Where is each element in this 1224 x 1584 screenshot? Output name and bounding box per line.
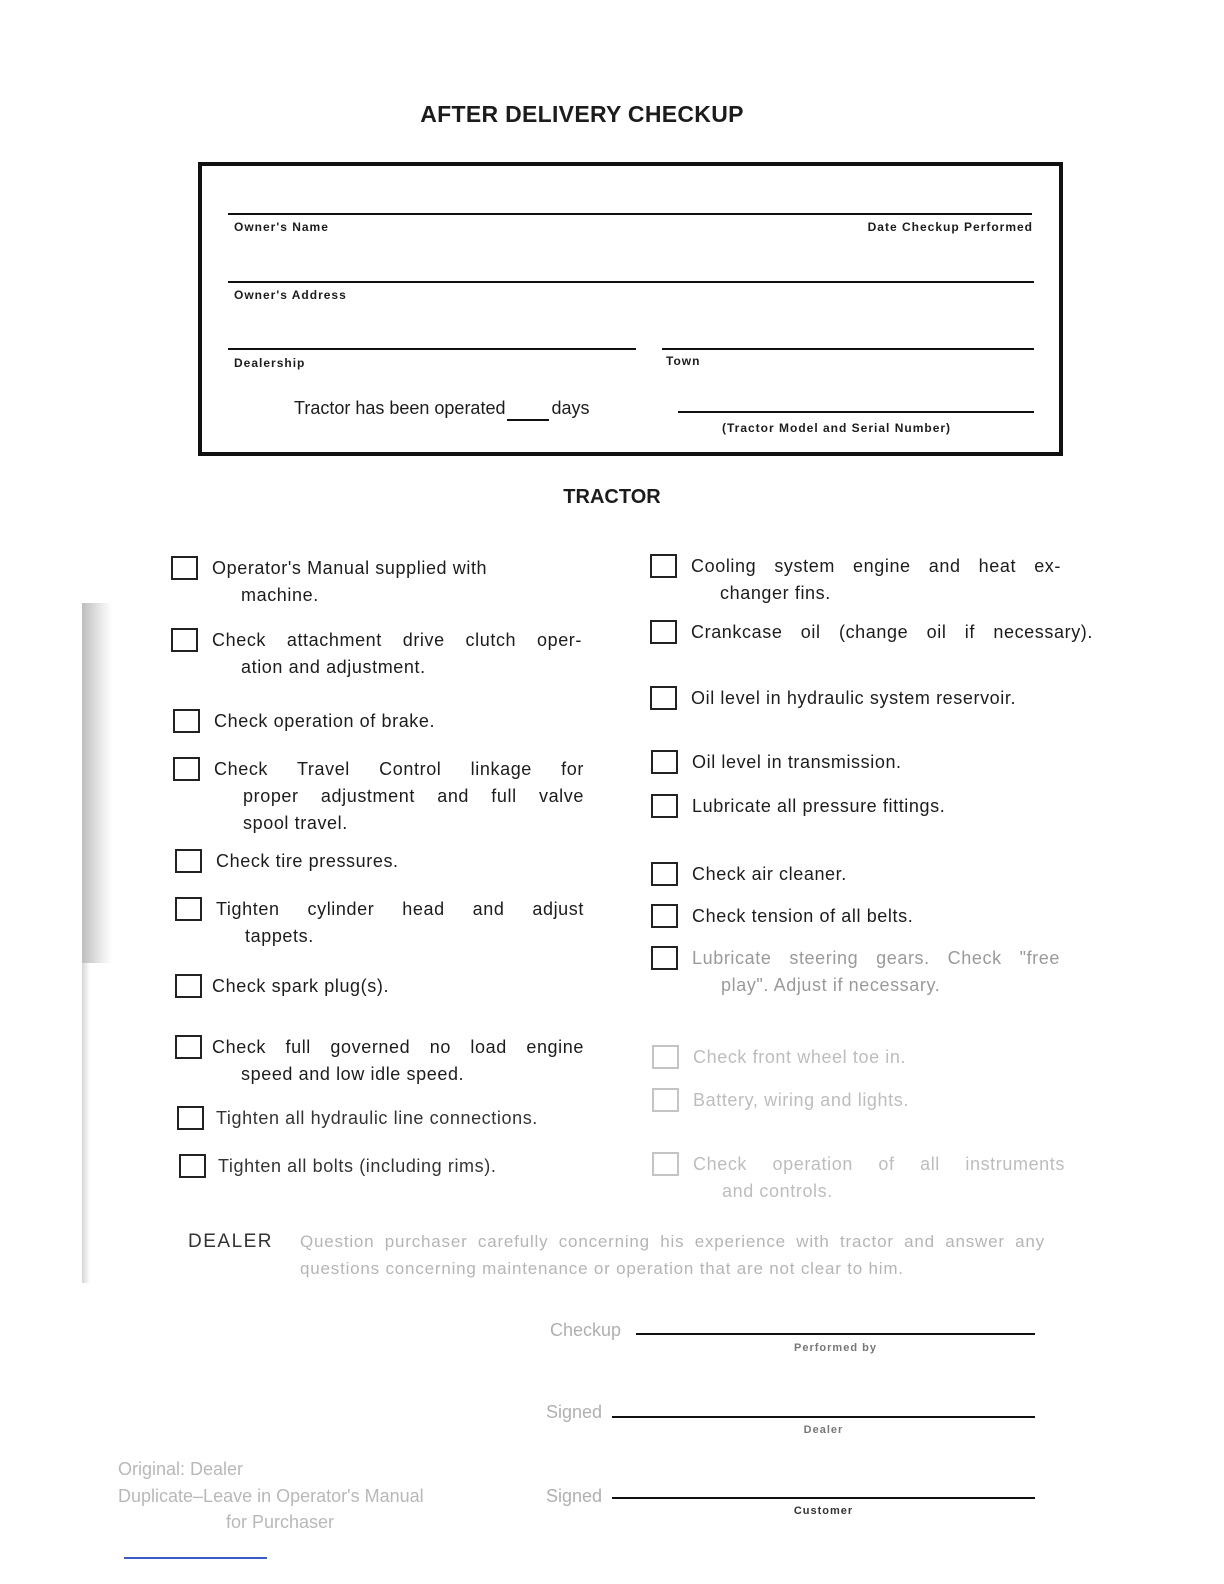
dealership-label: Dealership (234, 356, 306, 370)
item-text: Tighten cylinder head and adjust (216, 899, 584, 919)
town-line[interactable] (662, 348, 1034, 350)
checklist-item[interactable] (652, 1044, 906, 1071)
checklist-item[interactable] (175, 1034, 584, 1088)
checkbox[interactable] (177, 1106, 204, 1130)
item-text: and controls. (722, 1181, 833, 1201)
footer-purchaser: for Purchaser (226, 1512, 335, 1532)
checkbox[interactable] (650, 554, 677, 578)
checkbox[interactable] (651, 794, 678, 818)
signed-customer-sub-label: Customer (793, 1505, 854, 1517)
checkbox[interactable] (175, 849, 202, 873)
item-text: Operator's Manual supplied with (212, 558, 488, 578)
item-text: Tighten all bolts (including rims). (218, 1156, 497, 1176)
signed-customer-line[interactable] (612, 1497, 1035, 1499)
checkup-line[interactable] (636, 1333, 1035, 1335)
checklist-item[interactable] (650, 685, 1016, 712)
item-text: Tighten all hydraulic line connections. (216, 1108, 538, 1128)
checkbox[interactable] (651, 904, 678, 928)
owners-name-line[interactable] (228, 213, 1032, 215)
owner-info-box (198, 162, 1063, 456)
dealership-line[interactable] (228, 348, 636, 350)
item-text: Crankcase oil (change oil if necessary). (691, 622, 1093, 642)
checklist-item[interactable] (175, 896, 584, 950)
item-text: Check front wheel toe in. (693, 1047, 907, 1067)
checkbox[interactable] (175, 897, 202, 921)
checkup-label: Checkup (550, 1320, 622, 1340)
date-checkup-label: Date Checkup Performed (867, 220, 1033, 234)
item-text: Oil level in transmission. (692, 752, 902, 772)
item-text: Check full governed no load engine (212, 1037, 584, 1057)
signed-customer-label: Signed (546, 1486, 603, 1506)
checklist-item[interactable] (651, 945, 1060, 999)
operated-days-text (294, 398, 590, 421)
item-text: speed and low idle speed. (241, 1064, 465, 1084)
owners-address-line[interactable] (228, 281, 1034, 283)
dealer-label: DEALER (188, 1231, 274, 1252)
item-text: Cooling system engine and heat ex- (691, 556, 1061, 576)
scan-shadow (82, 603, 112, 963)
operated-prefix: Tractor has been operated (294, 398, 506, 418)
item-text: Battery, wiring and lights. (693, 1090, 909, 1110)
item-text: machine. (241, 585, 319, 605)
checkbox[interactable] (652, 1045, 679, 1069)
section-title: TRACTOR (563, 486, 661, 508)
owners-address-label: Owner's Address (234, 288, 347, 302)
signed-dealer-line[interactable] (612, 1416, 1035, 1418)
item-text: ation and adjustment. (241, 657, 426, 677)
checklist-item[interactable] (175, 848, 399, 875)
tractor-model-label: (Tractor Model and Serial Number) (722, 421, 952, 435)
item-text: Check operation of all instruments (693, 1154, 1065, 1174)
checklist-item[interactable] (652, 1151, 1065, 1205)
item-text: Lubricate all pressure fittings. (692, 796, 946, 816)
checkup-sub-label: Performed by (794, 1342, 877, 1354)
checkbox[interactable] (175, 1035, 202, 1059)
item-text: Check attachment drive clutch oper- (212, 630, 582, 650)
item-text: Lubricate steering gears. Check "free (692, 948, 1060, 968)
item-text: play". Adjust if necessary. (721, 975, 941, 995)
item-text: proper adjustment and full valve (243, 786, 584, 806)
checklist-item[interactable] (179, 1153, 496, 1180)
scan-shadow (82, 963, 90, 1283)
days-blank[interactable] (507, 398, 549, 421)
checkbox[interactable] (171, 628, 198, 652)
item-text: Check spark plug(s). (212, 976, 390, 996)
item-text: Check tension of all belts. (692, 906, 914, 926)
owners-name-label: Owner's Name (234, 220, 329, 234)
town-label: Town (666, 354, 701, 368)
scan-mark (124, 1557, 267, 1559)
page-title: AFTER DELIVERY CHECKUP (420, 101, 744, 127)
checkbox[interactable] (175, 974, 202, 998)
checklist-item[interactable] (173, 708, 435, 735)
checkbox[interactable] (651, 862, 678, 886)
tractor-model-line[interactable] (678, 411, 1034, 413)
signed-dealer-sub-label: Dealer (803, 1424, 844, 1436)
checklist-item[interactable] (652, 1087, 909, 1114)
item-text: changer fins. (720, 583, 831, 603)
checklist-item[interactable] (651, 903, 913, 930)
checkbox[interactable] (651, 946, 678, 970)
item-text: Check operation of brake. (214, 711, 436, 731)
checklist-item[interactable] (171, 627, 582, 681)
checkbox[interactable] (652, 1152, 679, 1176)
operated-suffix: days (551, 398, 590, 418)
footer-original: Original: Dealer (118, 1459, 244, 1479)
item-text: Oil level in hydraulic system reservoir. (691, 688, 1017, 708)
checklist-item[interactable] (651, 793, 945, 820)
checklist-item[interactable] (650, 553, 1061, 607)
checkbox[interactable] (171, 556, 198, 580)
dealer-instructions: Question purchaser carefully concerning his experience with tractor and answer any questions concerning maintenance or operation that are not clear to him. (300, 1232, 1045, 1278)
checklist-item[interactable] (177, 1105, 538, 1132)
checklist-item[interactable] (171, 555, 552, 609)
item-text: spool travel. (243, 813, 348, 833)
checklist-item[interactable] (651, 749, 902, 776)
checklist-item[interactable] (175, 973, 389, 1000)
signed-dealer-label: Signed (546, 1402, 603, 1422)
item-text: Check Travel Control linkage for (214, 759, 584, 779)
checkbox[interactable] (173, 709, 200, 733)
checkbox[interactable] (173, 757, 200, 781)
item-text: Check tire pressures. (216, 851, 399, 871)
item-text: tappets. (245, 926, 314, 946)
checkbox[interactable] (179, 1154, 206, 1178)
checkbox[interactable] (651, 750, 678, 774)
checklist-item[interactable] (650, 619, 1093, 646)
checkbox[interactable] (650, 620, 677, 644)
checklist-item[interactable] (173, 756, 584, 837)
checkbox[interactable] (652, 1088, 679, 1112)
footer-duplicate: Duplicate–Leave in Operator's Manual (118, 1486, 424, 1506)
checklist-item[interactable] (651, 861, 847, 888)
item-text: Check air cleaner. (692, 864, 847, 884)
checkbox[interactable] (650, 686, 677, 710)
